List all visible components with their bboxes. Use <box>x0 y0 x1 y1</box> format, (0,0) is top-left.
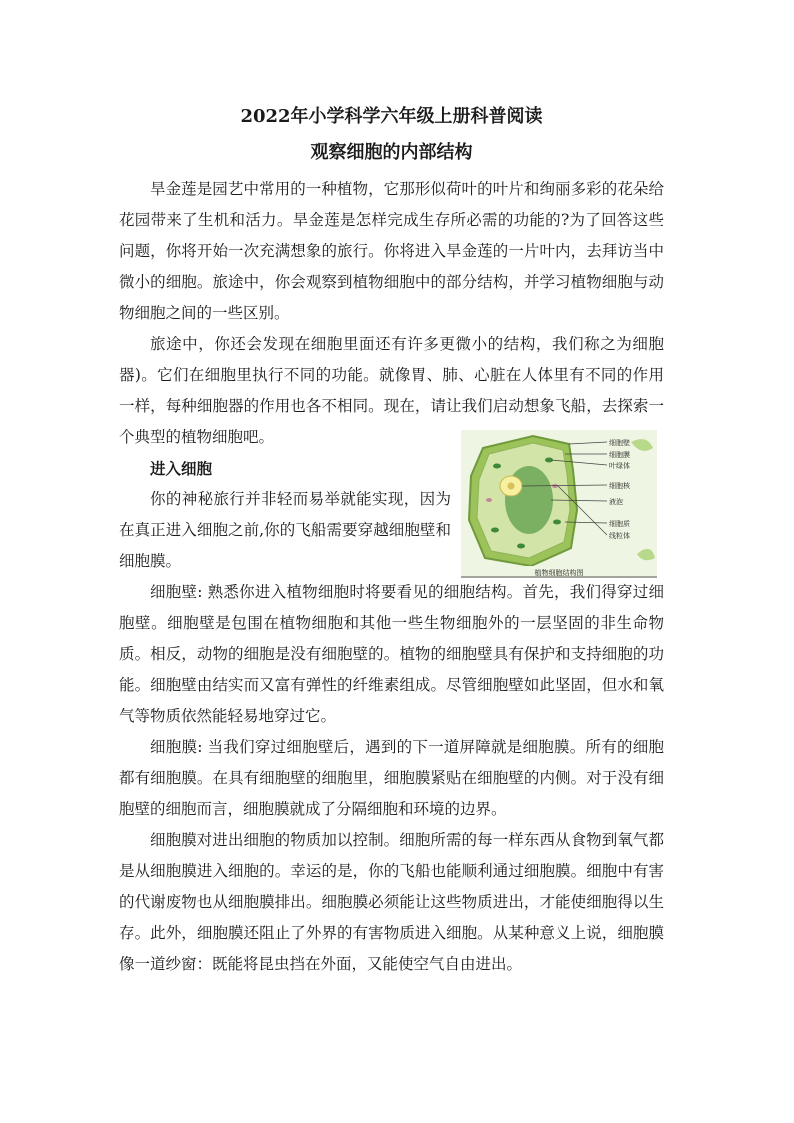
label-cell-wall: 细胞壁 <box>609 439 630 447</box>
mitochondrion <box>486 498 492 502</box>
paragraph-intro: 旱金莲是园艺中常用的一种植物，它那形似荷叶的叶片和绚丽多彩的花朵给花园带来了生机和活力。旱金莲是怎样完成生存所必需的功能的?为了回答这些问题，你将开始一次充满想象的旅行。你将进入旱金莲的一片叶内，去拜访当中微小的细胞。旅途中，你会观察到植物细胞中的部分结构，并学习植物细胞与动物细胞之间的一些区别。 <box>119 180 664 322</box>
label-vacuole: 液泡 <box>609 498 623 506</box>
document-subtitle: 观察细胞的内部结构 <box>310 142 473 163</box>
chloroplast <box>517 544 525 549</box>
label-cytoplasm: 细胞质 <box>609 520 630 528</box>
section-heading-enter-cell: 进入细胞 <box>150 459 213 478</box>
chloroplast <box>553 520 561 525</box>
label-mitochondrion: 线粒体 <box>609 532 630 540</box>
chloroplast <box>491 528 499 533</box>
mitochondrion <box>552 484 558 488</box>
nucleolus <box>508 483 515 490</box>
document-title: 2022年小学科学六年级上册科普阅读 <box>240 106 543 127</box>
chloroplast <box>493 464 501 469</box>
label-cell-membrane: 细胞膜 <box>609 451 630 459</box>
paragraph-enter-cell: 你的神秘旅行并非轻而易举就能实现，因为在真正进入细胞之前,你的飞船需要穿越细胞壁和细胞膜。 <box>119 490 451 570</box>
paragraph-cell-wall: 细胞壁: 熟悉你进入植物细胞时将要看见的细胞结构。首先，我们得穿过细胞壁。细胞壁是包围在植物细胞和其他一些生物细胞外的一层坚固的非生命物质。相反，动物的细胞是没有细胞壁的。植物的细胞壁具有保护和支持细胞的功能。细胞壁由结实而又富有弹性的纤维素组成。尽管细胞壁如此坚固，但水和氧气等物质依然能轻易地穿过它。 <box>119 583 664 725</box>
plant-cell-diagram <box>461 430 657 578</box>
label-nucleus: 细胞核 <box>609 482 630 490</box>
document-page <box>119 96 664 980</box>
plant-cell-figure <box>461 430 657 578</box>
paragraph-organelles: 旅途中，你还会发现在细胞里面还有许多更微小的结构，我们称之为细胞器)。它们在细胞里执行不同的功能。就像胃、肺、心脏在人体里有不同的作用一样，每种细胞器的作用也各不相同。现在，请让我们启动想象飞船，去探索一个典型的植物细胞吧。 <box>119 335 664 446</box>
paragraph-membrane-control: 细胞膜对进出细胞的物质加以控制。细胞所需的每一样东西从食物到氧气都是从细胞膜进入细胞的。幸运的是，你的飞船也能顺利通过细胞膜。细胞中有害的代谢废物也从细胞膜排出。细胞膜必须能让这些物质进出，才能使细胞得以生存。此外，细胞膜还阻止了外界的有害物质进入细胞。从某种意义上说，细胞膜像一道纱窗：既能将昆虫挡在外面，又能使空气自由进出。 <box>119 831 664 973</box>
paragraph-cell-membrane: 细胞膜: 当我们穿过细胞壁后，遇到的下一道屏障就是细胞膜。所有的细胞都有细胞膜。在具有细胞壁的细胞里，细胞膜紧贴在细胞壁的内侧。对于没有细胞壁的细胞而言，细胞膜就成了分隔细胞和环境的边界。 <box>119 738 664 818</box>
figure-caption: 植物细胞结构图 <box>534 569 584 577</box>
label-chloroplast: 叶绿体 <box>609 462 630 470</box>
